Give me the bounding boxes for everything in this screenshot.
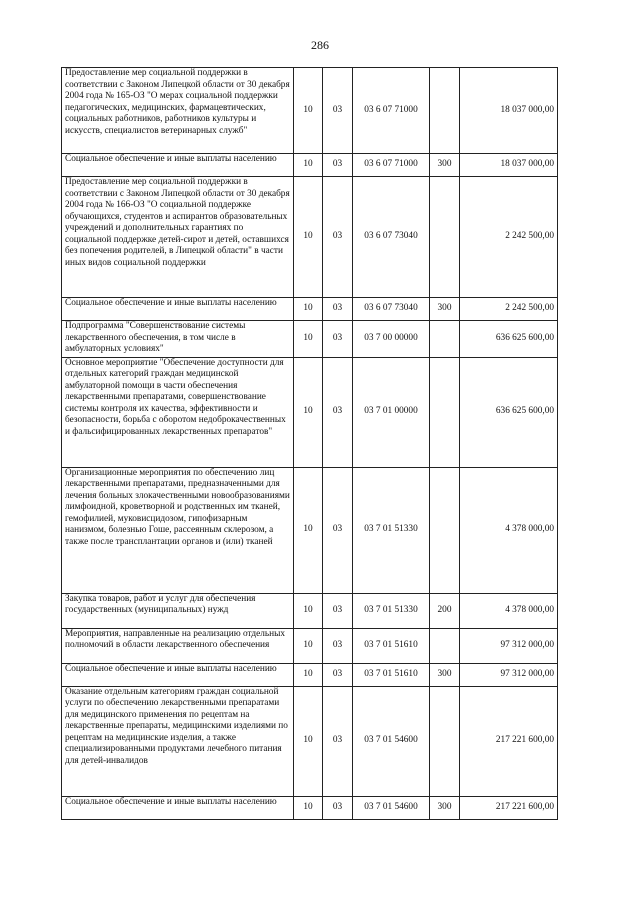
subsection-code-cell: 03 xyxy=(323,154,353,177)
subsection-code-cell: 03 xyxy=(323,796,353,819)
expense-type-cell xyxy=(430,321,460,358)
target-article-cell: 03 7 01 51610 xyxy=(353,628,430,663)
amount-cell: 217 221 600,00 xyxy=(460,686,558,796)
subsection-code-cell: 03 xyxy=(323,628,353,663)
table-row xyxy=(62,663,558,686)
table-row xyxy=(62,321,558,358)
amount-cell: 97 312 000,00 xyxy=(460,628,558,663)
page-number: 286 xyxy=(311,38,329,52)
table-row xyxy=(62,796,558,819)
target-article-cell: 03 7 01 51330 xyxy=(353,593,430,628)
section-code-cell: 10 xyxy=(294,593,323,628)
row-name-cell: Предоставление мер социальной поддержки в соответствии с Законом Липецкой области от 30 декабря 2004 года № 165-ОЗ "О мерах социальной поддержки педагогических, медицинских, фармацевтических, социальных работников, работников культуры и искусств, специалистов ветеринарных служб" xyxy=(62,68,294,154)
section-code-cell: 10 xyxy=(294,467,323,593)
row-name-cell: Социальное обеспечение и иные выплаты населению xyxy=(62,154,294,177)
expense-type-cell xyxy=(430,686,460,796)
row-name-cell: Мероприятия, направленные на реализацию отдельных полномочий в области лекарственного обеспечения xyxy=(62,628,294,663)
table-row xyxy=(62,154,558,177)
target-article-cell: 03 6 07 71000 xyxy=(353,154,430,177)
expense-type-cell xyxy=(430,628,460,663)
expense-type-cell xyxy=(430,68,460,154)
expense-type-cell xyxy=(430,467,460,593)
subsection-code-cell: 03 xyxy=(323,686,353,796)
target-article-cell: 03 7 01 51610 xyxy=(353,663,430,686)
section-code-cell: 10 xyxy=(294,357,323,467)
table-row xyxy=(62,467,558,593)
row-name-cell: Социальное обеспечение и иные выплаты населению xyxy=(62,298,294,321)
amount-cell: 97 312 000,00 xyxy=(460,663,558,686)
target-article-cell: 03 6 07 73040 xyxy=(353,177,430,298)
amount-cell: 636 625 600,00 xyxy=(460,357,558,467)
expense-type-cell: 300 xyxy=(430,298,460,321)
subsection-code-cell: 03 xyxy=(323,593,353,628)
amount-cell: 4 378 000,00 xyxy=(460,593,558,628)
section-code-cell: 10 xyxy=(294,686,323,796)
amount-cell: 18 037 000,00 xyxy=(460,154,558,177)
amount-cell: 217 221 600,00 xyxy=(460,796,558,819)
row-name-cell: Закупка товаров, работ и услуг для обеспечения государственных (муниципальных) нужд xyxy=(62,593,294,628)
table-row xyxy=(62,177,558,298)
table-row xyxy=(62,593,558,628)
target-article-cell: 03 6 07 73040 xyxy=(353,298,430,321)
subsection-code-cell: 03 xyxy=(323,321,353,358)
row-name-cell: Оказание отдельным категориям граждан социальной услуги по обеспечению лекарственными препаратами для медицинского применения по рецептам на лекарственные препараты, медицинскими изделиями по рецептам на медицинские изделия, а также специализированными продуктами лечебного питания для детей-инвалидов xyxy=(62,686,294,796)
amount-cell: 18 037 000,00 xyxy=(460,68,558,154)
row-name-cell: Социальное обеспечение и иные выплаты населению xyxy=(62,663,294,686)
subsection-code-cell: 03 xyxy=(323,298,353,321)
expense-type-cell: 300 xyxy=(430,154,460,177)
section-code-cell: 10 xyxy=(294,321,323,358)
section-code-cell: 10 xyxy=(294,663,323,686)
target-article-cell: 03 7 01 00000 xyxy=(353,357,430,467)
row-name-cell: Подпрограмма "Совершенствование системы лекарственного обеспечения, в том числе в амбулаторных условиях" xyxy=(62,321,294,358)
table-row xyxy=(62,68,558,154)
target-article-cell: 03 7 01 54600 xyxy=(353,686,430,796)
expense-type-cell xyxy=(430,177,460,298)
row-name-cell: Основное мероприятие "Обеспечение доступности для отдельных категорий граждан медицинской амбулаторной помощи в части обеспечения лекарственными препаратами, совершенствование системы контроля их качества, эффективности и безопасности, борьба с оборотом недоброкачественных и фальсифицированных лекарственных препаратов" xyxy=(62,357,294,467)
budget-table xyxy=(61,67,558,820)
subsection-code-cell: 03 xyxy=(323,663,353,686)
expense-type-cell: 300 xyxy=(430,796,460,819)
section-code-cell: 10 xyxy=(294,796,323,819)
table-row xyxy=(62,628,558,663)
amount-cell: 4 378 000,00 xyxy=(460,467,558,593)
budget-table-body xyxy=(62,68,558,820)
subsection-code-cell: 03 xyxy=(323,467,353,593)
target-article-cell: 03 7 01 54600 xyxy=(353,796,430,819)
amount-cell: 2 242 500,00 xyxy=(460,177,558,298)
target-article-cell: 03 6 07 71000 xyxy=(353,68,430,154)
row-name-cell: Организационные мероприятия по обеспечению лиц лекарственными препаратами, предназначенными для лечения больных злокачественными новообразованиями лимфоидной, кроветворной и родственных им тканей, гемофилией, муковисцидозом, гипофизарным нанизмом, болезнью Гоше, рассеянным склерозом, а также после трансплантации органов и (или) тканей xyxy=(62,467,294,593)
section-code-cell: 10 xyxy=(294,154,323,177)
target-article-cell: 03 7 01 51330 xyxy=(353,467,430,593)
row-name-cell: Социальное обеспечение и иные выплаты населению xyxy=(62,796,294,819)
amount-cell: 2 242 500,00 xyxy=(460,298,558,321)
subsection-code-cell: 03 xyxy=(323,177,353,298)
table-row xyxy=(62,357,558,467)
table-row xyxy=(62,686,558,796)
subsection-code-cell: 03 xyxy=(323,357,353,467)
expense-type-cell: 200 xyxy=(430,593,460,628)
subsection-code-cell: 03 xyxy=(323,68,353,154)
section-code-cell: 10 xyxy=(294,68,323,154)
expense-type-cell xyxy=(430,357,460,467)
table-row xyxy=(62,298,558,321)
target-article-cell: 03 7 00 00000 xyxy=(353,321,430,358)
expense-type-cell: 300 xyxy=(430,663,460,686)
amount-cell: 636 625 600,00 xyxy=(460,321,558,358)
row-name-cell: Предоставление мер социальной поддержки в соответствии с Законом Липецкой области от 30 декабря 2004 года № 166-ОЗ "О социальной поддержке обучающихся, студентов и аспирантов образовательных учреждений и дополнительных гарантиях по социальной поддержке детей-сирот и детей, оставшихся без попечения родителей, в Липецкой области" в части иных видов социальной поддержки xyxy=(62,177,294,298)
section-code-cell: 10 xyxy=(294,177,323,298)
section-code-cell: 10 xyxy=(294,628,323,663)
section-code-cell: 10 xyxy=(294,298,323,321)
